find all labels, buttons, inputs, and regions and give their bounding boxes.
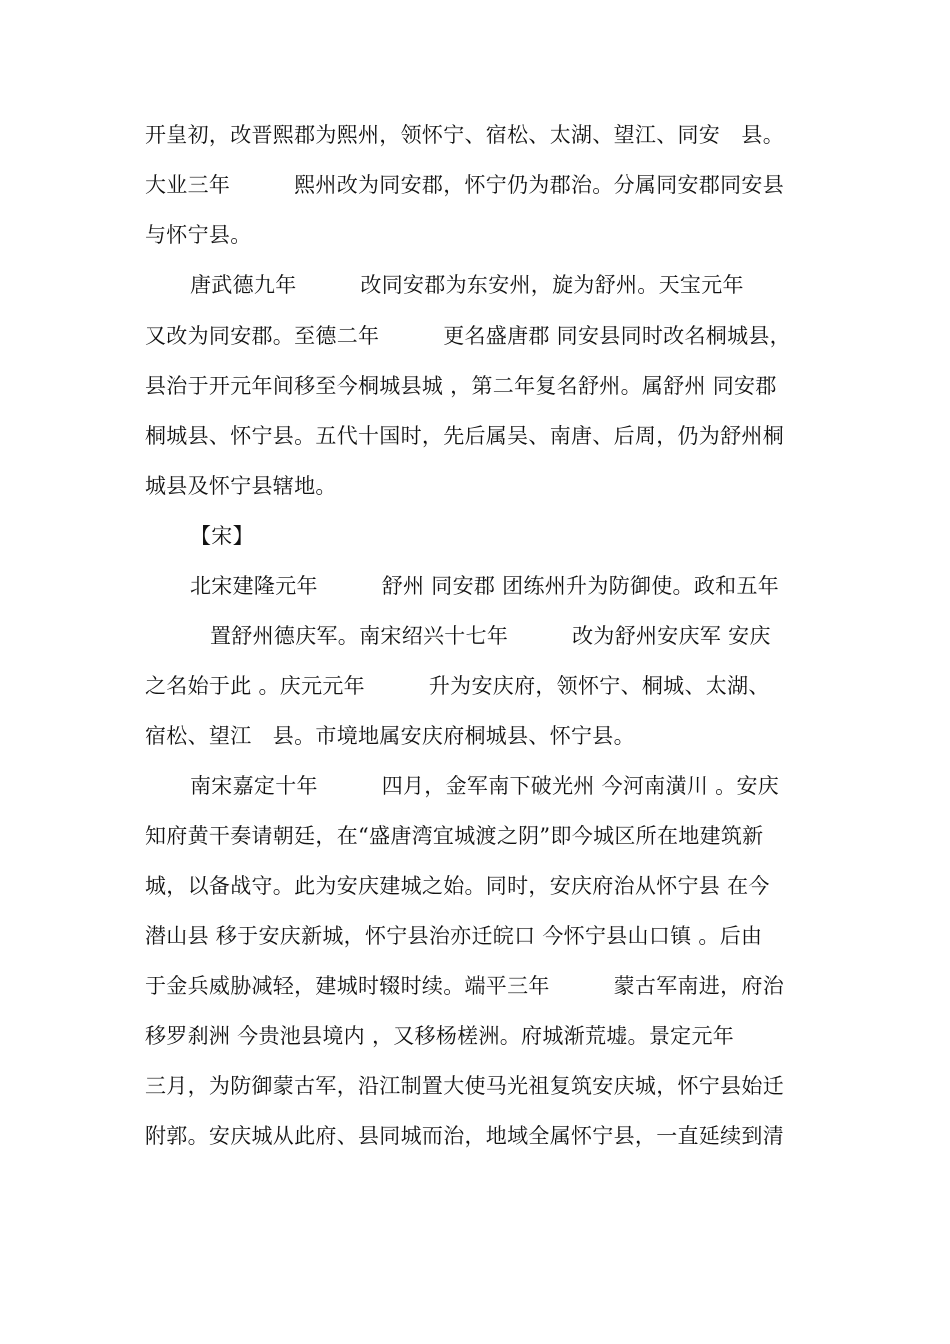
section-heading: 【宋】: [190, 524, 254, 548]
text-line: 县治于开元年间移至今桐城县城 ，第二年复名舒州。属舒州 同安郡: [145, 374, 777, 398]
text-line: 又改为同安郡。至德二年 更名盛唐郡 同安县同时改名桐城县，: [145, 324, 791, 348]
text-line: 三月，为防御蒙古军，沿江制置大使马光祖复筑安庆城，怀宁县始迁: [145, 1074, 784, 1098]
text-line: 于金兵威胁减轻，建城时辍时续。端平三年 蒙古军南进，府治: [145, 974, 784, 998]
text-line: 城，以备战守。此为安庆建城之始。同时，安庆府治从怀宁县 在今: [145, 874, 770, 898]
text-line: 之名始于此 。庆元元年 升为安庆府，领怀宁、桐城、太湖、: [145, 674, 770, 698]
text-line: 与怀宁县。: [145, 223, 252, 247]
text-line: 知府黄干奏请朝廷，在“盛唐湾宜城渡之阴”即今城区所在地建筑新: [145, 824, 764, 848]
text-line: 唐武德九年 改同安郡为东安州，旋为舒州。天宝元年: [190, 273, 744, 297]
text-line: 大业三年 熙州改为同安郡，怀宁仍为郡治。分属同安郡同安县: [145, 173, 784, 197]
text-line: 置舒州德庆军。南宋绍兴十七年 改为舒州安庆军 安庆: [210, 624, 771, 648]
text-line: 开皇初，改晋熙郡为熙州，领怀宁、宿松、太湖、望江、同安 县。: [145, 123, 784, 147]
text-line: 潜山县 移于安庆新城，怀宁县治亦迁皖口 今怀宁县山口镇 。后由: [145, 924, 763, 948]
text-line: 移罗刹洲 今贵池县境内 ，又移杨槎洲。府城渐荒墟。景定元年: [145, 1024, 735, 1048]
text-line: 桐城县、怀宁县。五代十国时，先后属吴、南唐、后周，仍为舒州桐: [145, 424, 784, 448]
text-line: 南宋嘉定十年 四月，金军南下破光州 今河南潢川 。安庆: [190, 774, 780, 798]
text-line: 北宋建隆元年 舒州 同安郡 团练州升为防御使。政和五年: [190, 574, 780, 598]
text-line: 城县及怀宁县辖地。: [145, 474, 337, 498]
text-line: 附郭。安庆城从此府、县同城而治，地域全属怀宁县，一直延续到清: [145, 1124, 784, 1148]
text-line: 宿松、望江 县。市境地属安庆府桐城县、怀宁县。: [145, 724, 635, 748]
